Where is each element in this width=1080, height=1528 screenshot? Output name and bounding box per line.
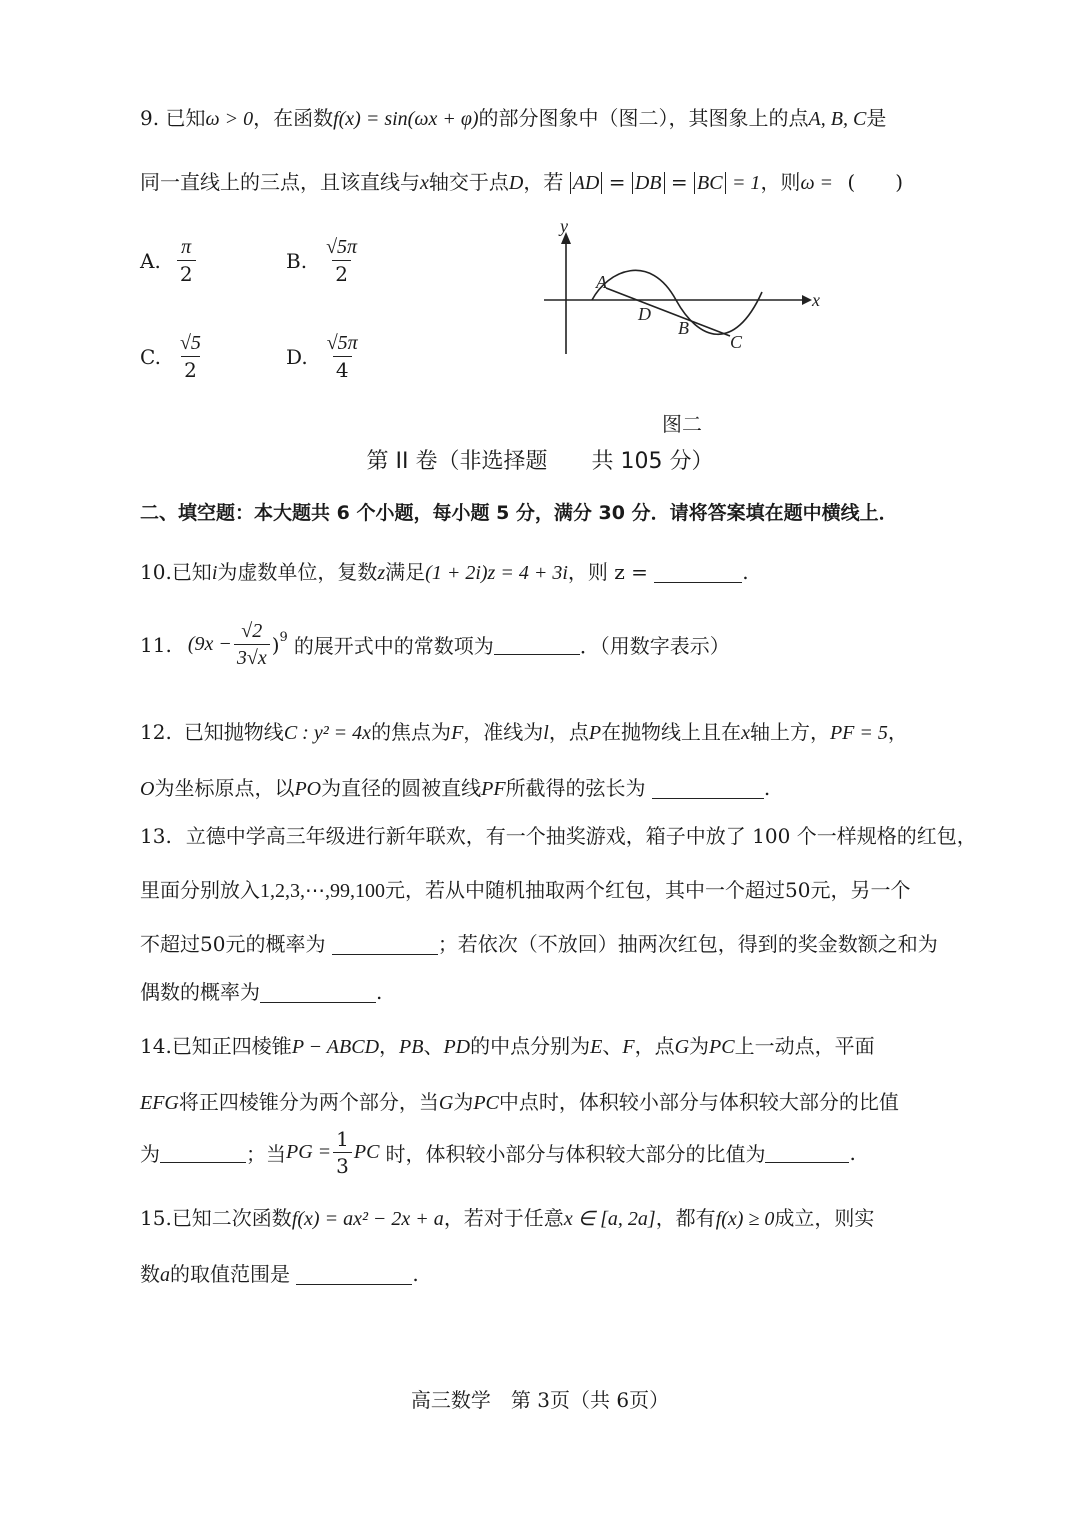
q15-line2: 数a的取值范围是 . [140,1262,419,1286]
q9-line2: 同一直线上的三点，且该直线与x轴交于点D，若 AD = DB = BC = 1，则ω = ( ) [140,170,904,194]
q13-line1: 13. 立德中学高三年级进行新年联欢，有一个抽奖游戏，箱子中放了 100 个一样规格的红包， [140,824,977,848]
point-d-label: D [638,304,651,324]
q13-line3: 不超过50元的概率为 ；若依次（不放回）抽两次红包，得到的奖金数额之和为 [140,932,938,956]
answer-blank[interactable] [260,982,376,1003]
q9-line1: 9. 已知ω > 0，在函数f(x) = sin(ωx + φ)的部分图象中（图二），其图象上的点A, B, C是 [140,106,887,130]
q14-line1: 14.已知正四棱锥P − ABCD，PB、PD的中点分别为E、F，点G为PC上一动点，平面 [140,1034,875,1058]
q14-line2: EFG将正四棱锥分为两个部分，当G为PC中点时，体积较小部分与体积较大部分的比值 [140,1090,899,1114]
section-instructions: 二、填空题：本大题共 6 个小题，每小题 5 分，满分 30 分．请将答案填在题中横线上． [140,502,898,524]
answer-blank[interactable] [765,1142,849,1163]
point-b-label: B [678,318,689,338]
section-title: 第 II 卷（非选择题 共 105 分） [366,449,714,474]
answer-blank[interactable] [160,1142,246,1163]
q14-line3: 为 ；当 PG = $\frac{1}{3}$ PC 时，体积较小部分与体积较大部分的比值为 . [140,1127,856,1178]
y-axis-label: y [560,216,568,236]
option-d: D. $\frac{√5\pi}{4}$ [286,332,358,382]
figure-sine-graph [530,212,830,362]
point-a-label: A [596,272,607,292]
q11: 11. (9x − $\frac{√2}{3√x}$ ) $^9$ 的展开式中的常数项为 ．（用数字表示） [140,620,730,669]
answer-blank[interactable] [652,778,764,799]
answer-blank[interactable] [332,934,438,955]
q10: 10.已知i为虚数单位，复数z满足(1 + 2i)z = 4 + 3i，则 z = . [140,560,749,584]
q9-number: 9. [140,106,160,130]
option-c: C. $\frac{√5}{2}$ [140,332,201,382]
line-abc [606,288,730,336]
point-c-label: C [730,332,743,352]
q15-line1: 15.已知二次函数f(x) = ax² − 2x + a，若对于任意x ∈ [a, 2a]，都有f(x) ≥ 0成立，则实 [140,1206,875,1230]
option-b: B. $\frac{√5\pi}{2}$ [286,236,358,286]
page-footer: 高三数学 第 3页（共 6页） [410,1388,670,1412]
answer-blank[interactable] [296,1264,412,1285]
sine-curve [592,270,762,334]
x-axis-label: x [812,290,820,310]
q13-line2: 里面分别放入1,2,3,⋯,99,100元，若从中随机抽取两个红包，其中一个超过50元，另一个 [140,878,911,902]
q12-line2: O为坐标原点，以PO为直径的圆被直线PF所截得的弦长为 . [140,776,771,800]
q12-line1: 12. 已知抛物线C : y² = 4x的焦点为F，准线为l，点P在抛物线上且在x轴上方，PF = 5， [140,720,908,744]
option-a: A. $\frac{\pi}{2}$ [140,236,198,285]
answer-blank[interactable] [494,634,580,655]
q13-line4: 偶数的概率为 . [140,980,383,1004]
figure-caption: 图二 [662,412,702,436]
answer-blank[interactable] [654,562,742,583]
x-axis-arrow [802,295,812,305]
